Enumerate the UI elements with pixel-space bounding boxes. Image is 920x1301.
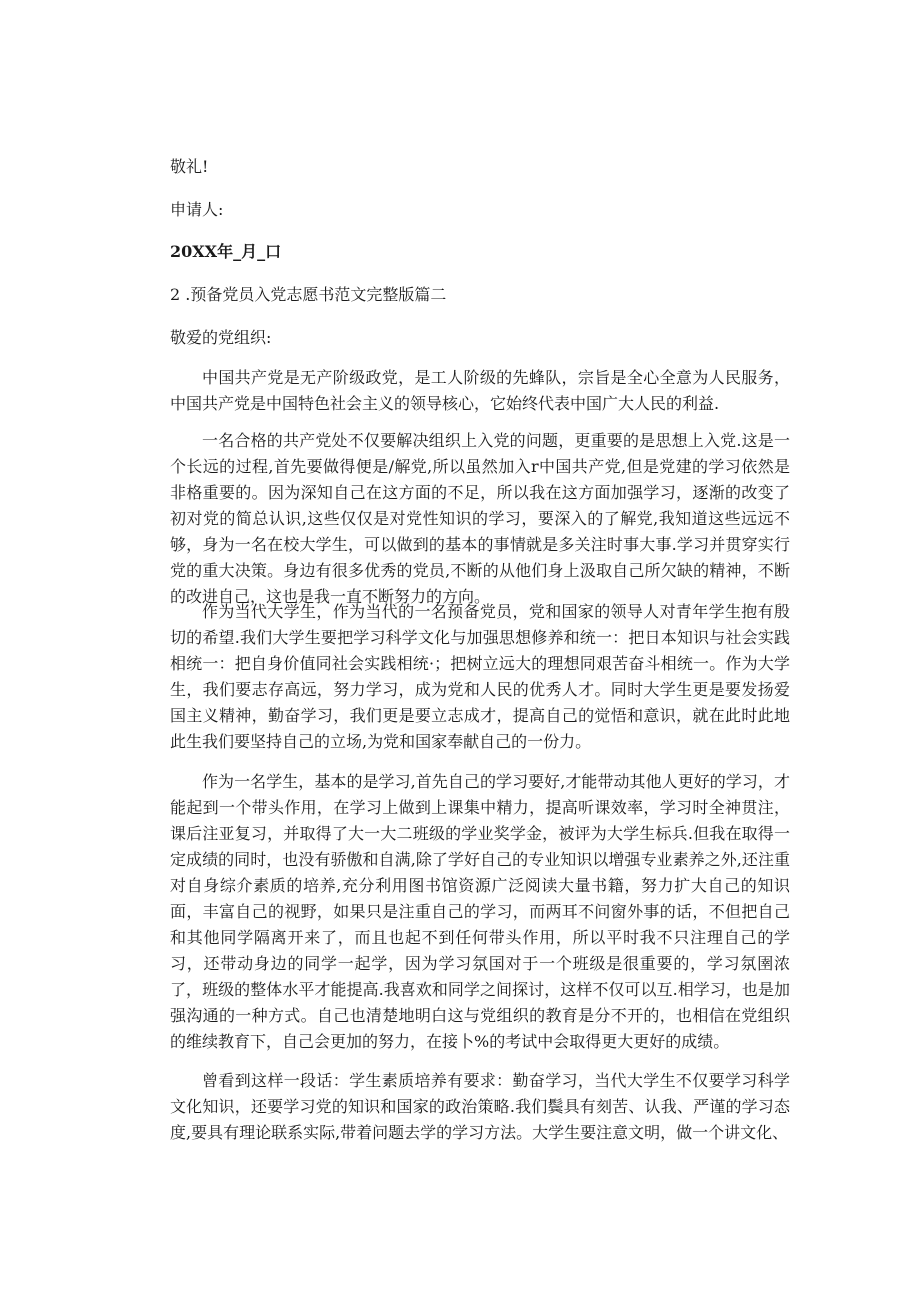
paragraph-text: 曾看到这样一段话：学生素质培养有要求：勤奋学习，当代大学生不仅要学习科学文化知识，还要学习党的知识和国家的政治策略.我们鬓具有刻苦、认我、严谨的学习态度,要具有理论联系实际,带着问题去学的学习方法。大学生要注意文明，做一个讲文化、 xyxy=(170,1071,790,1142)
greeting: 敬爱的党组织: xyxy=(170,328,272,347)
closing-salute: 敬礼! xyxy=(170,157,209,176)
application-date: 20XX年_月_口 xyxy=(170,242,282,261)
paragraph-text: 作为当代大学生，作为当代的一名预备党员，党和国家的领导人对青年学生抱有殷切的希望.我们大学生要把学习科学文化与加强思想修养和统一：把日本知识与社会实践相统一：把自身价值同社会实践相统·；把树立远大的理想同艰苦奋斗相统一。作为大学生，我们要志存高远，努力学习，成为党和人民的优秀人才。同时大学生更是要发扬爱国主义精神，勤奋学习，我们更是要立志成才，提高自己的觉悟和意识，就在此时此地此生我们要坚持自己的立场,为党和国家奉献自己的一份力。 xyxy=(170,602,790,751)
paragraph-2 xyxy=(170,428,790,606)
paragraph-text: 一名合格的共产党处不仅要解决组织上入党的问题，更重要的是思想上入党.这是一个长远的过程,首先要做得便是/解党,所以虽然加入r中国共产党,但是党建的学习依然是非格重要的。因为深知自己在这方面的不足，所以我在这方面加强学习，逐渐的改变了初对党的简总认识,这些仅仅是对党性知识的学习，要深入的了解党,我知道这些远远不够，身为一名在校大学生，可以做到的基本的事情就是多关注时事大事.学习并贯穿实行党的重大决策。身边有很多优秀的党员,不断的从他们身上汲取自己所欠缺的精神，不断的改进自己，这也是我一直不断努力的方向。 xyxy=(170,431,790,606)
paragraph-1 xyxy=(170,365,790,417)
section-heading: 2 .预备党员入党志愿书范文完整版篇二 xyxy=(170,285,447,304)
paragraph-4 xyxy=(170,769,790,1055)
paragraph-5 xyxy=(170,1068,790,1172)
applicant-label: 申请人: xyxy=(170,200,224,219)
paragraph-text: 中国共产党是无产阶级政党，是工人阶级的先蜂队，宗旨是全心全意为人民服务，中国共产党是中国特色社会主义的领导核心，它始终代表中国广大人民的利益. xyxy=(170,368,790,413)
paragraph-text: 作为一名学生，基本的是学习,首先自己的学习要好,才能带动其他人更好的学习，才能起到一个带头作用，在学习上做到上课集中精力，提高听课效率，学习时全神贯注，课后注亚复习，并取得了大一大二班级的学业奖学金，被评为大学生标兵.但我在取得一定成绩的同时，也没有骄傲和自满,除了学好自己的专业知识以增强专业素养之外,还注重对自身综介素质的培养,充分利用图书馆资源广泛阅读大量书籍，努力扩大自己的知识面，丰富自己的视野，如果只是注重自己的学习，而两耳不问窗外事的话，不但把自己和其他同学隔离开来了，而且也起不到任何带头作用，所以平时我不只注理自己的学习，还带动身边的同学一起学，因为学习氛国对于一个班级是很重要的，学习氛圉浓了，班级的整体水平才能提高.我喜欢和同学之间探讨，这样不仅可以互.相学习，也是加强沟通的一种方式。自己也清楚地明白这与党组织的教育是分不开的，也相信在党组织的维续教育下，自己会更加的努力，在接卜%的考试中会取得更大更好的成绩。 xyxy=(170,772,790,1051)
paragraph-3 xyxy=(170,599,790,755)
